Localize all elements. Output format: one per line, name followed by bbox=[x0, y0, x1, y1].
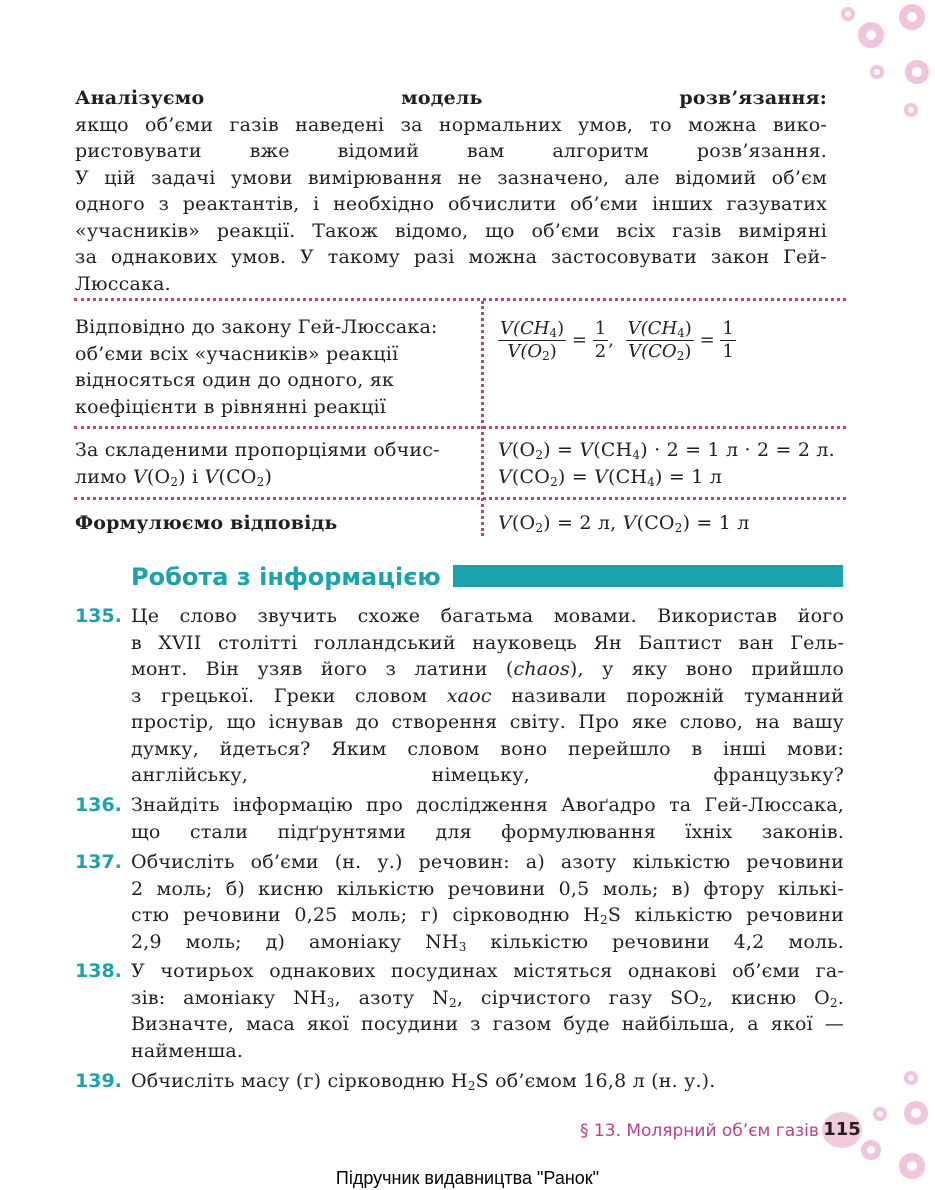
task-line bbox=[131, 985, 844, 1012]
subscript: 2 bbox=[542, 349, 550, 363]
table-cell-text: За складеними пропорціями обчис- bbox=[75, 439, 440, 461]
paren: ) bbox=[684, 341, 692, 362]
task-line: англійську, німецьку, французьку? bbox=[131, 764, 844, 786]
task-line: У чотирьох однакових посудинах містяться однакові об’єми га- bbox=[131, 960, 844, 982]
text: (O bbox=[511, 439, 536, 461]
task-line: що стали підґрунтями для формулювання їхніх законів. bbox=[131, 820, 844, 843]
subscript: 2 bbox=[550, 474, 558, 489]
task-number: 136. bbox=[75, 794, 122, 816]
volume-symbol: V bbox=[498, 465, 512, 488]
text: з грецької. Греки словом bbox=[131, 684, 447, 707]
paren: ) bbox=[557, 318, 565, 339]
text: (CH bbox=[608, 465, 648, 488]
subscript: 3 bbox=[326, 995, 335, 1010]
subscript: 4 bbox=[632, 448, 641, 462]
task-line: Це слово звучить схоже багатьма мовами. Використав його bbox=[131, 605, 844, 627]
subscript: 2 bbox=[467, 1079, 476, 1093]
answer-value bbox=[498, 510, 750, 537]
text: ) = 1 л bbox=[682, 512, 750, 534]
subscript: 2 bbox=[674, 521, 683, 535]
subscript: 2 bbox=[256, 474, 265, 489]
text: S об’ємом 16,8 л (н. у.). bbox=[475, 1070, 716, 1092]
table-cell-text: коефіцієнти в рівнянні реакції bbox=[75, 395, 387, 418]
subscript: 3 bbox=[458, 939, 467, 954]
task-line bbox=[131, 656, 844, 683]
decorative-circle-icon bbox=[904, 103, 918, 117]
task-137-text bbox=[131, 849, 844, 955]
text: монт. Він узяв його з латини ( bbox=[131, 658, 514, 680]
table-row2-left bbox=[75, 437, 475, 490]
chapter-title: § 13. Молярний об’єм газів bbox=[580, 1121, 819, 1141]
fraction-denominator: 1 bbox=[722, 341, 734, 362]
volume-symbol: V bbox=[594, 465, 609, 488]
text: називали порожній туманний bbox=[491, 684, 844, 707]
paren: ) bbox=[684, 318, 692, 339]
calc-line bbox=[498, 437, 843, 464]
fraction-numerator: V(CH bbox=[500, 318, 550, 339]
fraction-denominator: V(CO bbox=[628, 341, 677, 362]
text: ) = bbox=[557, 465, 595, 488]
analysis-heading: Аналізуємо модель розв’язання: bbox=[75, 87, 827, 109]
task-138-text bbox=[131, 958, 844, 1064]
ratio-fraction bbox=[626, 318, 694, 363]
italic-word: хаос bbox=[446, 684, 492, 707]
task-line: простір, що існував до створення світу. Про яке слово, на вашу bbox=[131, 711, 844, 733]
task-135-text bbox=[131, 603, 844, 789]
subscript: 4 bbox=[549, 326, 558, 340]
answer-label: Формулюємо відповідь bbox=[75, 512, 338, 534]
text: , сірчистого газу SO bbox=[456, 986, 700, 1009]
subscript: 4 bbox=[677, 326, 685, 340]
task-number: 135. bbox=[75, 605, 122, 627]
table-divider bbox=[74, 298, 846, 301]
task-line: думку, йдеться? Яким словом воно перейшло в інші мови: bbox=[131, 737, 844, 760]
subscript: 4 bbox=[647, 474, 656, 489]
table-divider bbox=[74, 497, 846, 500]
text: , азоту N bbox=[334, 986, 449, 1009]
comma: , bbox=[608, 329, 614, 351]
analysis-line: «учасників» реакції. Також відомо, що об’єми всіх газів виміряні bbox=[75, 219, 827, 242]
text: (O bbox=[146, 465, 171, 488]
volume-symbol: V bbox=[498, 512, 512, 534]
equals-sign: = bbox=[699, 329, 715, 351]
volume-symbol: V bbox=[579, 439, 594, 461]
task-line: Визначте, маса якої посудини з газом буде найбільша, а якої — bbox=[131, 1013, 844, 1035]
volume-symbol: V bbox=[133, 465, 147, 488]
publisher-credit: Підручник видавництва "Ранок" bbox=[335, 1168, 600, 1188]
table-cell-text: об’єми всіх «учасників» реакції bbox=[75, 342, 399, 365]
table-row2-right bbox=[498, 437, 843, 490]
analysis-line: ристовувати вже відомий вам алгоритм розв’язання. bbox=[75, 140, 827, 162]
table-cell-text: відносяться один до одного, як bbox=[75, 369, 394, 391]
decorative-circle-icon bbox=[870, 65, 884, 79]
text: зів: амоніаку NH bbox=[131, 986, 327, 1009]
analysis-line: Люссака. bbox=[75, 272, 171, 295]
equals-sign: = bbox=[571, 329, 587, 351]
task-number: 138. bbox=[75, 960, 122, 982]
text: ) = bbox=[543, 439, 580, 461]
task-number: 137. bbox=[75, 851, 122, 873]
decorative-circle-icon bbox=[841, 7, 855, 21]
fraction-numerator: V(CH bbox=[627, 318, 678, 339]
text: 2,9 моль; д) амоніаку NH bbox=[131, 930, 459, 953]
text: ), у яку воно прийшло bbox=[569, 658, 844, 680]
volume-symbol: V bbox=[204, 465, 219, 488]
task-136-text bbox=[131, 792, 844, 845]
analysis-line: за однакових умов. У такому разі можна застосовувати закон Гей- bbox=[75, 246, 827, 268]
text: S кількістю речовини bbox=[607, 904, 844, 926]
table-column-divider bbox=[481, 301, 484, 536]
subscript: 2 bbox=[449, 995, 457, 1010]
decorative-circle-icon bbox=[858, 22, 884, 48]
text: ) і bbox=[178, 465, 205, 488]
task-line: Знайдіть інформацію про дослідження Авоґадро та Гей-Люссака, bbox=[131, 794, 844, 816]
task-139-text bbox=[131, 1068, 844, 1095]
decorative-circle-icon bbox=[899, 4, 925, 30]
decorative-circle-icon bbox=[861, 1140, 881, 1160]
paren: ) bbox=[549, 341, 557, 362]
decorative-circle-icon bbox=[904, 1071, 918, 1085]
section-title: Робота з інформацією bbox=[131, 563, 441, 591]
text: (CO bbox=[636, 512, 675, 534]
analysis-line: У цій задачі умови вимірювання не зазначено, але відомий об’єм bbox=[75, 166, 827, 189]
decorative-circle-icon bbox=[873, 1107, 887, 1121]
task-line bbox=[131, 929, 844, 956]
text: , кисню O bbox=[706, 986, 830, 1009]
fraction-numerator: 1 bbox=[594, 318, 607, 339]
subscript: 2 bbox=[676, 349, 685, 363]
page-number: 115 bbox=[822, 1112, 862, 1148]
volume-symbol: V bbox=[498, 439, 512, 461]
analysis-block bbox=[75, 85, 827, 297]
decorative-circle-icon bbox=[904, 1101, 928, 1125]
text: (CO bbox=[218, 465, 257, 488]
task-number: 139. bbox=[75, 1070, 122, 1092]
table-cell-text: Відповідно до закону Гей-Люссака: bbox=[75, 316, 438, 338]
fraction-denominator: V(O bbox=[507, 341, 543, 362]
table-row1-left bbox=[75, 314, 475, 420]
text: ) = 1 л bbox=[655, 465, 723, 488]
decorative-circle-icon bbox=[905, 60, 929, 84]
fraction-denominator: 2 bbox=[594, 341, 607, 362]
task-line: Обчисліть об’єми (н. у.) речовин: а) азоту кількістю речовини bbox=[131, 851, 844, 873]
ratio-fraction bbox=[498, 318, 566, 363]
subscript: 2 bbox=[535, 448, 544, 462]
text: стю речовини 0,25 моль; г) сірководню H bbox=[131, 904, 601, 926]
task-line bbox=[131, 902, 844, 929]
text: ) = 2 л, bbox=[543, 512, 623, 534]
subscript: 2 bbox=[535, 521, 544, 535]
text: (CO bbox=[511, 465, 551, 488]
analysis-line: одного з реактантів, і необхідно обчислити об’єми інших газуватих bbox=[75, 193, 827, 215]
analysis-line: якщо об’єми газів наведені за нормальних умов, то можна вико- bbox=[75, 113, 827, 136]
ratio-value bbox=[593, 318, 608, 363]
gay-lussac-ratios bbox=[498, 318, 736, 363]
subscript: 2 bbox=[829, 995, 838, 1010]
section-title-bar bbox=[453, 565, 843, 587]
text: (CH bbox=[593, 439, 633, 461]
fraction-numerator: 1 bbox=[722, 318, 734, 339]
subscript: 2 bbox=[699, 995, 707, 1010]
table-cell-text bbox=[75, 464, 475, 491]
subscript: 2 bbox=[600, 913, 608, 927]
ratio-value bbox=[720, 318, 735, 363]
text: (O bbox=[511, 512, 536, 534]
text: ) bbox=[264, 465, 273, 488]
task-line: найменша. bbox=[131, 1039, 244, 1062]
task-line bbox=[131, 683, 844, 710]
task-line: 2 моль; б) кисню кількістю речовини 0,5 моль; в) фтору кількі- bbox=[131, 877, 844, 900]
task-line: в XVII столітті голландський науковець Ян Баптист ван Гель- bbox=[131, 631, 844, 654]
volume-symbol: V bbox=[622, 512, 637, 534]
table-divider bbox=[74, 426, 846, 429]
italic-word: chaos bbox=[513, 658, 570, 680]
text: лимо bbox=[75, 465, 133, 488]
text: ) · 2 = 1 л · 2 = 2 л. bbox=[640, 439, 835, 461]
text: . bbox=[837, 986, 844, 1009]
subscript: 2 bbox=[170, 474, 179, 489]
calc-line bbox=[498, 464, 843, 491]
text: Обчисліть масу (г) сірководню H bbox=[131, 1070, 468, 1092]
text: кількістю речовини 4,2 моль. bbox=[466, 930, 845, 953]
